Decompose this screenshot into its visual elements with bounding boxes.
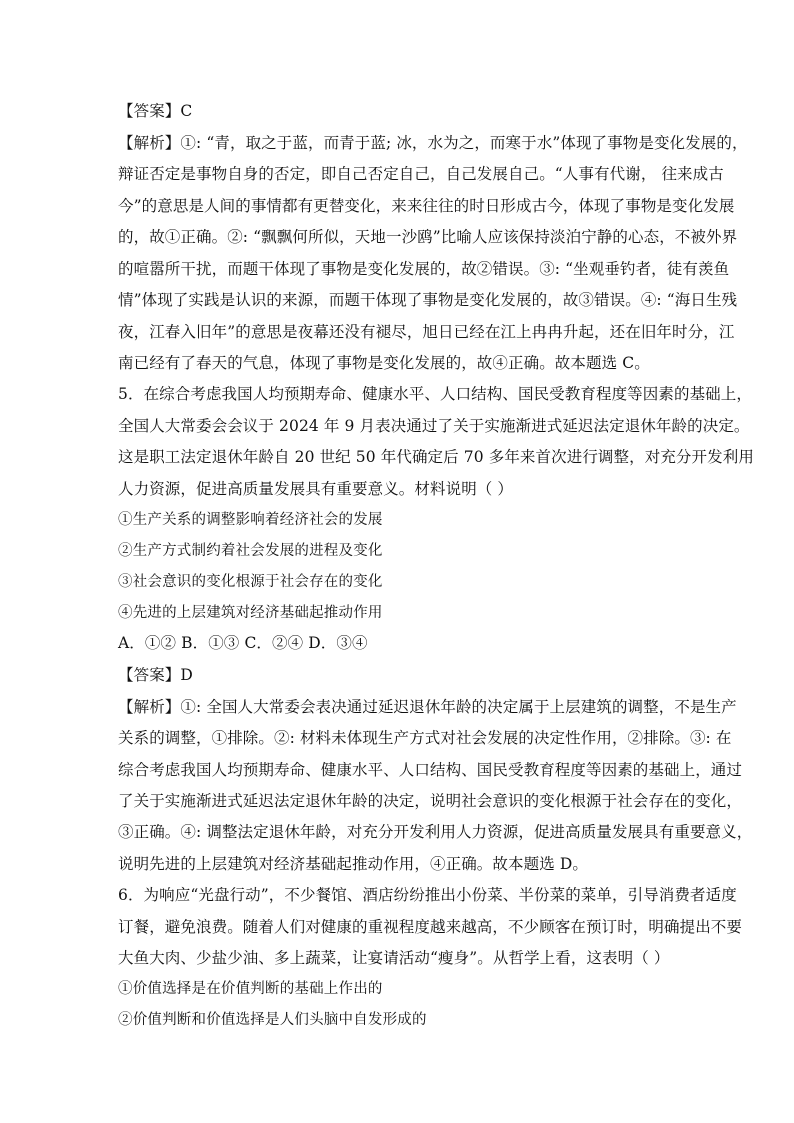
analysis-4-line-3: 今”的意思是人间的事情都有更替变化，来来往往的时日形成古今，体现了事物是变化发展 — [118, 197, 735, 215]
question-6-statement-2: ②价值判断和价值选择是人们头脑中自发形成的 — [118, 1012, 427, 1028]
question-6-statement-1: ①价值选择是在价值判断的基础上作出的 — [118, 981, 383, 997]
analysis-5-line-5: ③正确。④: 调整法定退休年龄，对充分开发利用人力资源，促进高质量发展具有重要意义， — [118, 823, 753, 841]
analysis-5-line-4: 了关于实施渐进式延迟法定退休年龄的决定，说明社会意识的变化根源于社会存在的变化， — [118, 792, 743, 810]
question-5-statement-4: ④先进的上层建筑对经济基础起推动作用 — [118, 605, 383, 621]
question-5-line-4: 人力资源，促进高质量发展具有重要意义。材料说明（ ） — [118, 480, 514, 498]
question-6-line-2: 订餐，避免浪费。随着人们对健康的重视程度越来越高，不少顾客在预订时，明确提出不要 — [118, 918, 743, 936]
question-5-statement-1: ①生产关系的调整影响着经济社会的发展 — [118, 512, 383, 528]
analysis-5-line-3: 综合考虑我国人均预期寿命、健康水平、人口结构、国民受教育程度等因素的基础上，通过 — [118, 761, 743, 779]
question-5-choices: A．①② B．①③ C．②④ D．③④ — [118, 634, 368, 652]
question-5-statement-2: ②生产方式制约着社会发展的进程及变化 — [118, 543, 383, 559]
question-5-line-3: 这是职工法定退休年龄自 20 世纪 50 年代确定后 70 多年来首次进行调整，对充分开发利用 — [118, 448, 754, 466]
answer-4-label: 【答案】C — [118, 102, 193, 120]
answer-5-label: 【答案】D — [118, 666, 193, 684]
question-6-line-3: 大鱼大肉、少盐少油、多上蔬菜，让宴请活动“瘦身”。从哲学上看，这表明（ ） — [118, 949, 670, 967]
analysis-4-line-7: 夜，江春入旧年”的意思是夜幕还没有褪尽，旭日已经在江上冉冉升起，还在旧年时分，江 — [118, 323, 735, 341]
analysis-4-line-2: 辩证否定是事物自身的否定，即自己否定自己，自己发展自己。“人事有代谢， 往来成古 — [118, 165, 724, 183]
analysis-5-line-6: 说明先进的上层建筑对经济基础起推动作用，④正确。故本题选 D。 — [118, 855, 588, 873]
analysis-4-line-5: 的喧嚣所干扰，而题干体现了事物是变化发展的，故②错误。③: “坐观垂钓者，徒有羡鱼 — [118, 260, 730, 278]
question-5-statement-3: ③社会意识的变化根源于社会存在的变化 — [118, 574, 383, 590]
analysis-4-line-6: 情”体现了实践是认识的来源，而题干体现了事物是变化发展的，故③错误。④: “海日生残 — [118, 291, 738, 309]
analysis-5-line-1: 【解析】①: 全国人大常委会表决通过延迟退休年龄的决定属于上层建筑的调整，不是生产 — [118, 698, 737, 716]
question-5-line-1: 5．在综合考虑我国人均预期寿命、健康水平、人口结构、国民受教育程度等因素的基础上， — [118, 385, 752, 403]
question-5-line-2: 全国人大常委会会议于 2024 年 9 月表决通过了关于实施渐进式延迟法定退休年龄的决定。 — [118, 417, 750, 435]
analysis-4-line-4: 的，故①正确。②: “飘飘何所似，天地一沙鸥”比喻人应该保持淡泊宁静的心态，不被外界 — [118, 228, 738, 246]
analysis-5-line-2: 关系的调整，①排除。②: 材料未体现生产方式对社会发展的决定性作用，②排除。③: 在 — [118, 729, 732, 747]
analysis-4-line-1: 【解析】①: “青，取之于蓝，而青于蓝; 冰，水为之，而寒于水”体现了事物是变化发展的， — [118, 134, 748, 152]
question-6-line-1: 6．为响应“光盘行动”，不少餐馆、酒店纷纷推出小份菜、半份菜的菜单，引导消费者适度 — [118, 886, 737, 904]
analysis-4-line-8: 南已经有了春天的气息，体现了事物是变化发展的，故④正确。故本题选 C。 — [118, 354, 650, 372]
